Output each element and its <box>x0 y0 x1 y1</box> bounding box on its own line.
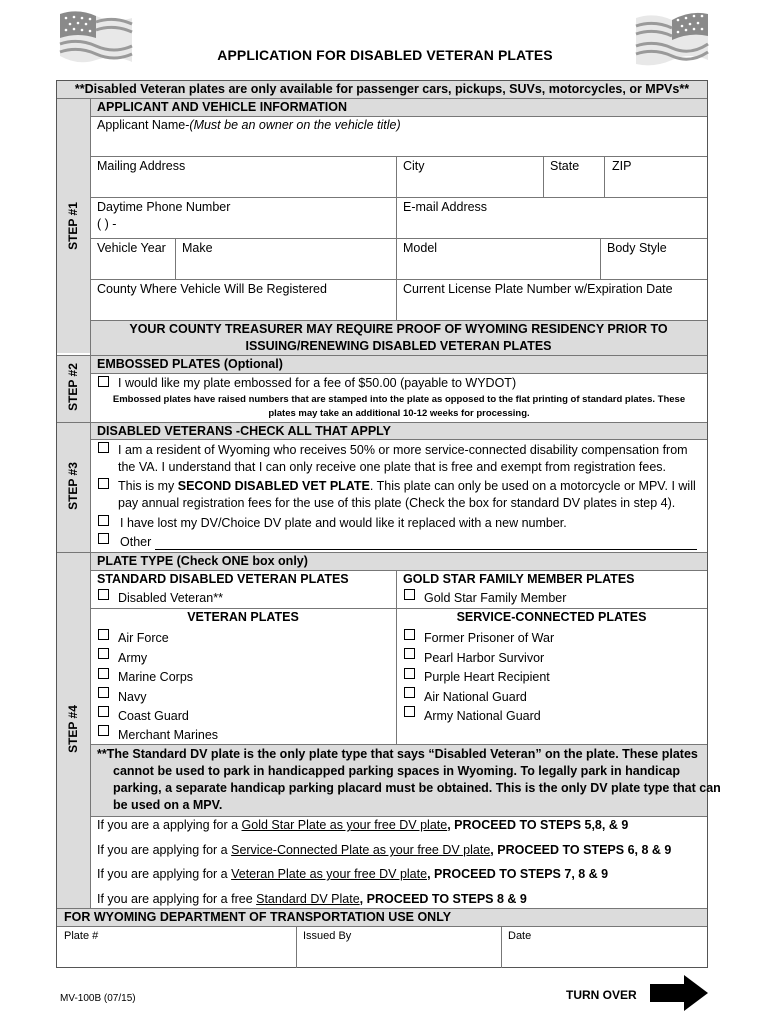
purple-heart-checkbox[interactable] <box>404 668 415 679</box>
other-input-line[interactable] <box>155 549 697 550</box>
state-field[interactable]: State <box>550 159 580 173</box>
navy-option: Navy <box>118 690 147 704</box>
proceed-gold-star: If you are a applying for a Gold Star Plate as your free DV plate, PROCEED TO STEPS 5,8, & 9 <box>97 818 629 832</box>
city-field[interactable]: City <box>403 159 425 173</box>
second-plate-option-line-1: This is my SECOND DISABLED VET PLATE. This plate can only be used on a motorcycle or MPV. I will <box>118 479 696 493</box>
resident-checkbox[interactable] <box>98 442 109 453</box>
email-field[interactable]: E-mail Address <box>403 200 488 214</box>
army-option: Army <box>118 651 148 665</box>
date-field[interactable]: Date <box>508 930 532 942</box>
plate-number-field[interactable]: Plate # <box>64 930 99 942</box>
embossed-note-1: Embossed plates have raised numbers that are stamped into the plate as opposed to the flat printing of standard plates. These <box>112 394 686 405</box>
merchant-marines-checkbox[interactable] <box>98 725 109 736</box>
embossed-note-2: plates may take an additional 10-12 weeks for processing. <box>268 408 530 419</box>
coast-guard-checkbox[interactable] <box>98 706 109 717</box>
step3-label: STEP #3 <box>66 462 80 510</box>
phone-field[interactable]: Daytime Phone Number <box>97 200 231 214</box>
zip-field[interactable]: ZIP <box>612 159 632 173</box>
proceed-standard: If you are applying for a free Standard DV Plate, PROCEED TO STEPS 8 & 9 <box>97 892 527 906</box>
body-style-field[interactable]: Body Style <box>607 241 667 255</box>
model-field[interactable]: Model <box>403 241 438 255</box>
office-use-header: FOR WYOMING DEPARTMENT OF TRANSPORTATION USE ONLY <box>64 910 452 924</box>
step1-label: STEP #1 <box>66 202 80 250</box>
lost-plate-checkbox[interactable] <box>98 515 109 526</box>
proceed-veteran: If you are applying for a Veteran Plate as your free DV plate, PROCEED TO STEPS 7, 8 & 9 <box>97 867 609 881</box>
step3-header: DISABLED VETERANS -CHECK ALL THAT APPLY <box>97 424 392 438</box>
prisoner-of-war-checkbox[interactable] <box>404 629 415 640</box>
mailing-address-field[interactable]: Mailing Address <box>97 159 186 173</box>
air-force-option: Air Force <box>118 631 169 645</box>
embossed-checkbox[interactable] <box>98 376 109 387</box>
applicant-name-label: Applicant Name- <box>97 118 190 132</box>
residency-line-1: YOUR COUNTY TREASURER MAY REQUIRE PROOF OF WYOMING RESIDENCY PRIOR TO <box>129 322 668 336</box>
pearl-harbor-checkbox[interactable] <box>404 648 415 659</box>
vehicle-year-field[interactable]: Vehicle Year <box>97 241 166 255</box>
residency-line-2: ISSUING/RENEWING DISABLED VETERAN PLATES <box>245 339 552 353</box>
gold-star-option: Gold Star Family Member <box>424 591 567 605</box>
second-plate-checkbox[interactable] <box>98 478 109 489</box>
notice-text: **Disabled Veteran plates are only available for passenger cars, pickups, SUVs, motorcycles, or MPVs** <box>74 82 690 96</box>
make-field[interactable]: Make <box>182 241 213 255</box>
air-national-guard-checkbox[interactable] <box>404 687 415 698</box>
marine-corps-option: Marine Corps <box>118 670 194 684</box>
service-connected-header: SERVICE-CONNECTED PLATES <box>456 610 647 624</box>
army-national-guard-checkbox[interactable] <box>404 706 415 717</box>
gold-star-checkbox[interactable] <box>404 589 415 600</box>
dv-note-line-3: parking, a separate handicap parking placard must be obtained. This is the only DV plate type that can <box>113 781 721 795</box>
standard-plates-header: STANDARD DISABLED VETERAN PLATES <box>97 572 349 586</box>
dv-note-line-1: **The Standard DV plate is the only plate type that says “Disabled Veteran” on the plate. These plates <box>97 747 698 761</box>
issued-by-field[interactable]: Issued By <box>303 930 352 942</box>
current-plate-field[interactable]: Current License Plate Number w/Expiration Date <box>403 282 673 296</box>
page-title: APPLICATION FOR DISABLED VETERAN PLATES <box>217 47 553 63</box>
pearl-harbor-option: Pearl Harbor Survivor <box>424 651 545 665</box>
purple-heart-option: Purple Heart Recipient <box>424 670 550 684</box>
form-number: MV-100B (07/15) <box>60 993 136 1004</box>
disabled-veteran-option: Disabled Veteran** <box>118 591 223 605</box>
lost-plate-option: I have lost my DV/Choice DV plate and would like it replaced with a new number. <box>120 516 567 530</box>
air-force-checkbox[interactable] <box>98 629 109 640</box>
step2-header: EMBOSSED PLATES (Optional) <box>97 357 283 371</box>
applicant-name-note: (Must be an owner on the vehicle title) <box>189 118 401 132</box>
disabled-veteran-checkbox[interactable] <box>98 589 109 600</box>
proceed-service-connected: If you are applying for a Service-Connected Plate as your free DV plate, PROCEED TO STEPS 6, 8 & 9 <box>97 843 672 857</box>
veteran-plates-header: VETERAN PLATES <box>187 610 299 624</box>
resident-option-line-2: the VA. I understand that I can only receive one plate that is free and exempt from registration fees. <box>118 460 666 474</box>
resident-option-line-1: I am a resident of Wyoming who receives 50% or more service-connected disability compensation from <box>118 443 688 457</box>
step1-header: APPLICANT AND VEHICLE INFORMATION <box>97 100 347 114</box>
merchant-marines-option: Merchant Marines <box>118 728 219 742</box>
coast-guard-option: Coast Guard <box>118 709 189 723</box>
second-plate-option-line-2: pay annual registration fees for the use of this plate (Check the box for standard DV plates in step 4). <box>118 496 676 510</box>
prisoner-of-war-option: Former Prisoner of War <box>424 631 555 645</box>
embossed-option: I would like my plate embossed for a fee of $50.00 (payable to WYDOT) <box>118 376 517 390</box>
other-checkbox[interactable] <box>98 533 109 544</box>
gold-star-header: GOLD STAR FAMILY MEMBER PLATES <box>403 572 635 586</box>
other-option: Other <box>120 535 152 549</box>
navy-checkbox[interactable] <box>98 687 109 698</box>
arrow-right-icon <box>650 975 708 1011</box>
army-national-guard-option: Army National Guard <box>424 709 541 723</box>
turn-over-label: TURN OVER <box>566 988 637 1002</box>
dv-note-line-2: cannot be used to park in handicapped parking spaces in Wyoming. To legally park in handicap <box>113 764 681 778</box>
step4-header: PLATE TYPE (Check ONE box only) <box>97 554 308 568</box>
county-field[interactable]: County Where Vehicle Will Be Registered <box>97 282 327 296</box>
dv-note-line-4: be used on a MPV. <box>113 798 223 812</box>
army-checkbox[interactable] <box>98 648 109 659</box>
step4-label: STEP #4 <box>66 705 80 753</box>
marine-corps-checkbox[interactable] <box>98 668 109 679</box>
step2-label: STEP #2 <box>66 363 80 411</box>
phone-format: ( ) - <box>97 217 117 231</box>
applicant-name-field[interactable] <box>97 118 401 133</box>
air-national-guard-option: Air National Guard <box>424 690 527 704</box>
